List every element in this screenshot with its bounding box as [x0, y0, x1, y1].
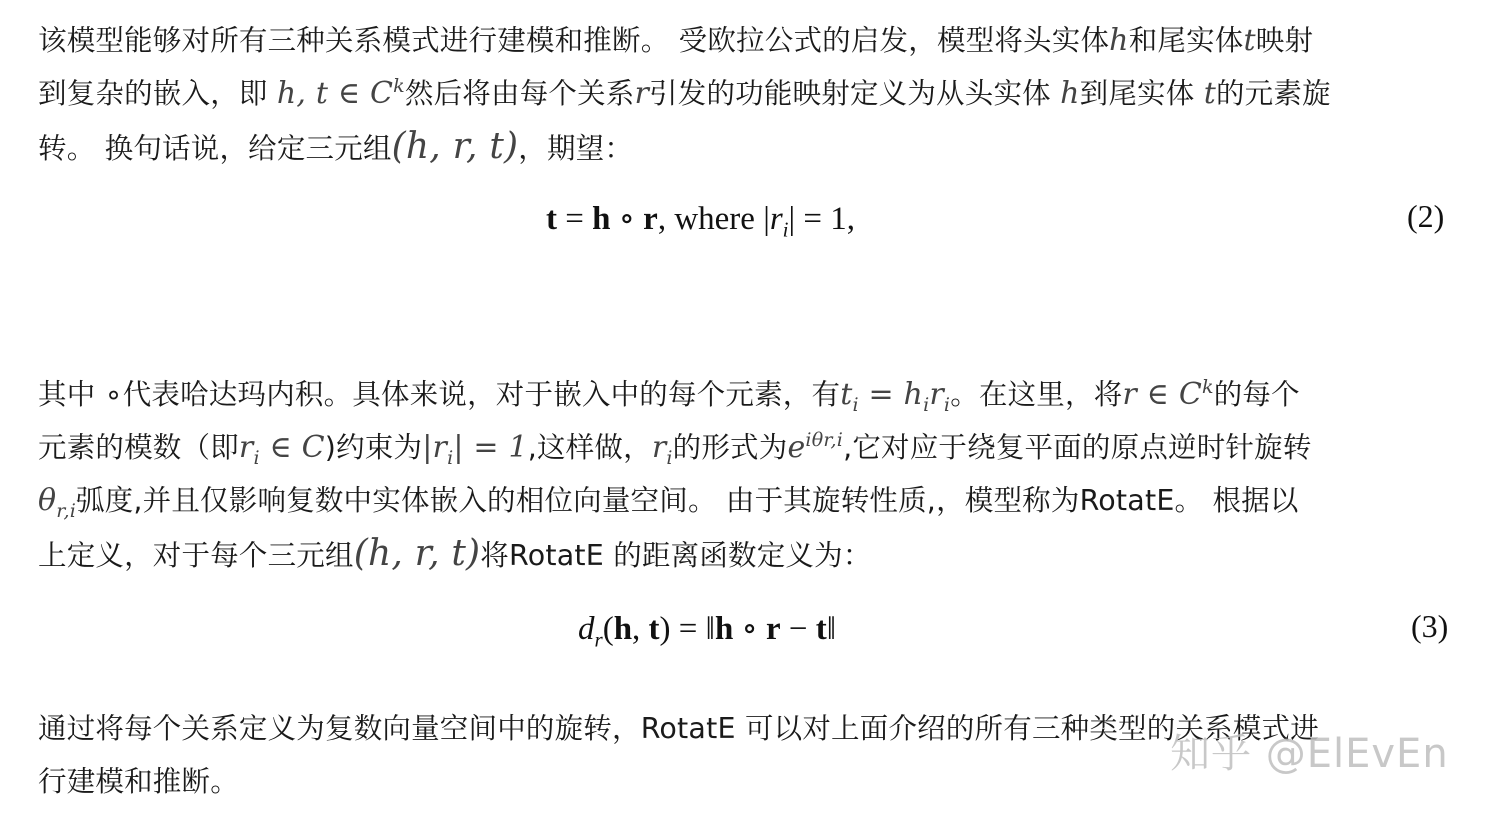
- math-superscript: iθr,i: [805, 429, 844, 451]
- text-run: 的形式为: [672, 431, 788, 464]
- equation-3-body: [578, 608, 837, 652]
- math-variable: d: [578, 611, 595, 647]
- math-variable: r: [769, 201, 783, 237]
- math-text: = h: [858, 377, 924, 412]
- equation-number: (3): [1411, 608, 1449, 644]
- math-paren: ): [659, 611, 671, 647]
- text-run: 到复杂的嵌入，即: [38, 77, 277, 110]
- text-run: 元素的模数（即: [38, 431, 239, 464]
- paragraph-intro: [38, 14, 1458, 175]
- text-run: 然后将由每个关系: [404, 77, 635, 110]
- math-operator: −: [780, 611, 816, 647]
- math-subscript: i: [782, 217, 789, 242]
- math-vector: r: [765, 611, 781, 647]
- text-run: 弧度,并且仅影响复数中实体嵌入的相位向量空间。 由于其旋转性质,，模型称为RotatE。 根据以: [75, 484, 1299, 517]
- math-text: θ: [38, 483, 57, 518]
- math-subscript: i: [447, 447, 454, 469]
- math-relation: r: [634, 76, 650, 111]
- math-tail-entity: t: [1243, 23, 1256, 58]
- text-run: 映射: [1255, 24, 1314, 57]
- text-run: 该模型能够对所有三种关系模式进行建模和推断。 受欧拉公式的启发，模型将头实体: [38, 24, 1110, 57]
- math-operator: =: [557, 201, 593, 237]
- math-operator: = ‖: [670, 611, 715, 647]
- math-head-entity: h: [1060, 76, 1080, 111]
- math-text: ∈ C: [259, 430, 325, 465]
- paragraph-line: [38, 368, 1458, 421]
- math-vector: h: [592, 201, 611, 237]
- math-text: | = 1,: [788, 201, 855, 237]
- paragraph-line: [38, 527, 1458, 582]
- math-subscript: r: [594, 627, 603, 652]
- paragraph-line: [38, 474, 1458, 527]
- paragraph-line: 行建模和推断。: [38, 765, 239, 798]
- text-run: 到尾实体: [1079, 77, 1204, 110]
- math-punct: ,: [632, 611, 649, 647]
- math-text: r ∈ C: [1122, 377, 1202, 412]
- math-subscript: i: [666, 447, 673, 469]
- math-embedding-space: [277, 76, 405, 111]
- text-run: )约束为: [324, 431, 423, 464]
- equation-3: [0, 600, 1492, 660]
- paragraph-line: [38, 120, 1458, 175]
- math-text: r: [929, 377, 944, 412]
- math-text: where |: [666, 201, 770, 237]
- paragraph-line: 通过将每个关系定义为复数向量空间中的旋转，RotatE 可以对上面介绍的所有三种类型的关系模式进: [38, 712, 1319, 745]
- watermark: 知乎 @ElEvEn: [1170, 731, 1449, 777]
- paragraph-line: [38, 67, 1458, 120]
- text-run: 的元素旋: [1215, 77, 1331, 110]
- math-punct: ,: [657, 201, 667, 237]
- math-subscript: i: [253, 447, 260, 469]
- equation-2: [0, 190, 1492, 250]
- text-run: 上定义，对于每个三元组: [38, 539, 354, 572]
- equation-2-body: [546, 198, 855, 242]
- math-vector: t: [546, 201, 557, 237]
- math-superscript: k: [1201, 376, 1214, 398]
- math-vector: r: [643, 201, 658, 237]
- math-subscript: i: [852, 394, 859, 416]
- math-subscript: i: [923, 394, 930, 416]
- paragraph-line: [38, 14, 1458, 67]
- math-modulus-domain: [238, 430, 325, 469]
- math-elementwise: [840, 377, 951, 416]
- math-vector: h: [714, 611, 734, 647]
- math-text: |r: [422, 430, 448, 465]
- math-subscript: i: [943, 394, 951, 416]
- text-run: 引发的功能映射定义为从头实体: [649, 77, 1061, 110]
- text-run: ，期望：: [518, 132, 634, 165]
- text-run: 。在这里，将: [950, 378, 1123, 411]
- math-operator: ∘: [610, 201, 644, 237]
- equation-number: (2): [1407, 198, 1445, 234]
- math-text: r: [238, 430, 254, 465]
- paragraph-explanation: [38, 368, 1458, 582]
- math-angle: [38, 483, 76, 522]
- text-run: 其中 ∘代表哈达玛内积。具体来说，对于嵌入中的每个元素，有: [38, 378, 841, 411]
- math-vector: t: [648, 611, 660, 647]
- text-run: ,它对应于绕复平面的原点逆时针旋转: [843, 431, 1312, 464]
- math-relation-space: [1122, 377, 1213, 412]
- text-run: 转。 换句话说，给定三元组: [38, 132, 392, 165]
- math-vector: h: [613, 611, 633, 647]
- math-head-entity: h: [1109, 23, 1129, 58]
- math-norm: ‖: [826, 611, 837, 647]
- text-run: ,这样做，: [527, 431, 652, 464]
- math-text: t: [840, 377, 853, 412]
- math-operator: ∘: [733, 611, 766, 647]
- math-paren: (: [602, 611, 614, 647]
- math-text: | = 1: [453, 430, 528, 465]
- math-triple: (h, r, t): [391, 126, 519, 167]
- math-superscript: k: [393, 75, 405, 97]
- text-run: 的每个: [1213, 378, 1300, 411]
- text-run: 将RotatE 的距离函数定义为：: [480, 539, 872, 572]
- math-vector: t: [815, 611, 827, 647]
- math-modulus-constraint: [422, 430, 528, 469]
- math-text: h, t ∈ C: [276, 76, 394, 111]
- paragraph-line: [38, 421, 1458, 474]
- text-run: 和尾实体: [1128, 24, 1244, 57]
- math-exponential: [787, 430, 843, 465]
- math-triple: (h, r, t): [353, 533, 481, 574]
- math-relation-element: [651, 430, 673, 469]
- math-subscript: r,i: [56, 500, 76, 522]
- math-text: e: [787, 430, 806, 465]
- math-tail-entity: t: [1203, 76, 1216, 111]
- math-text: r: [651, 430, 667, 465]
